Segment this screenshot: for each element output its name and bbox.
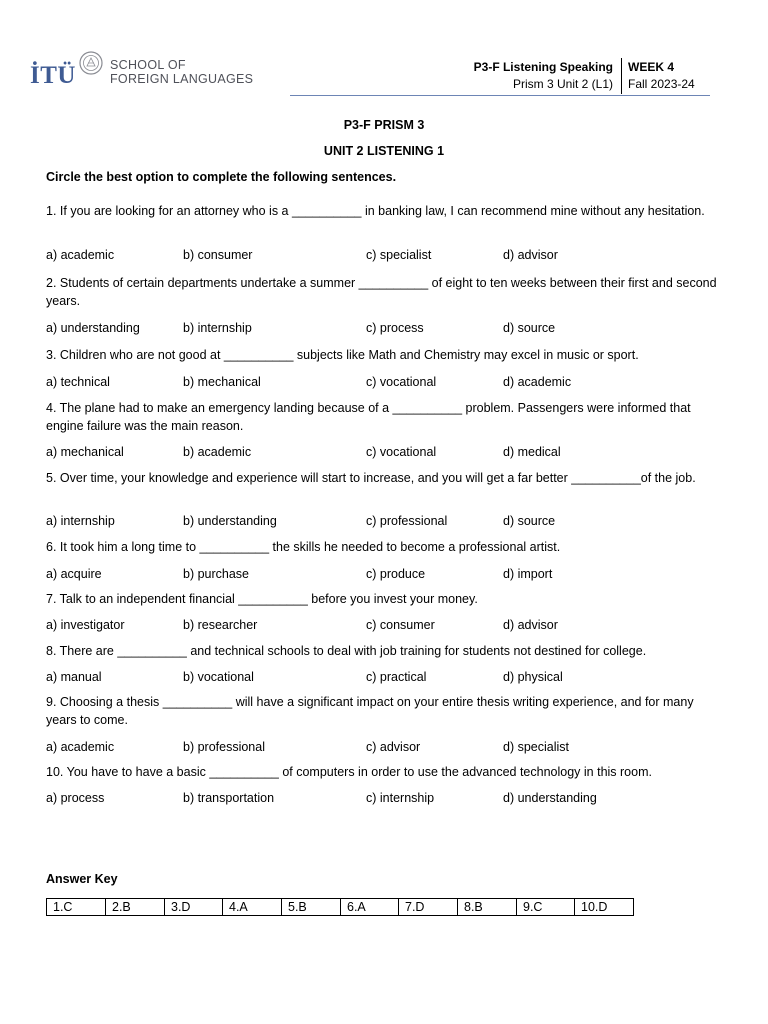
option-b[interactable]: b) purchase (183, 567, 250, 581)
question-5-options (46, 514, 726, 532)
question-6-options (46, 567, 726, 585)
answer-key-title: Answer Key (46, 872, 118, 886)
question-9: 9. Choosing a thesis __________ will have a significant impact on your entire thesis writing experience, and for many years to come. (46, 695, 694, 727)
option-b[interactable]: b) consumer (183, 248, 253, 262)
page-header (30, 48, 710, 98)
question-8: 8. There are __________ and technical schools to deal with job training for students not destined for college. (46, 644, 647, 658)
option-c[interactable]: c) professional (366, 514, 448, 528)
answer-cell: 7.D (399, 899, 458, 916)
answer-cell: 4.A (223, 899, 282, 916)
option-d[interactable]: d) source (503, 514, 556, 528)
question-4: 4. The plane had to make an emergency landing because of a __________ problem. Passengers were informed that engine failure was the main reason. (46, 401, 691, 433)
option-d[interactable]: d) academic (503, 375, 572, 389)
option-b[interactable]: b) professional (183, 740, 265, 754)
question-3-options (46, 375, 726, 393)
option-c[interactable]: c) advisor (366, 740, 421, 754)
option-b[interactable]: b) mechanical (183, 375, 261, 389)
option-c[interactable]: c) practical (366, 670, 427, 684)
option-a[interactable]: a) process (46, 791, 105, 805)
question-5: 5. Over time, your knowledge and experience will start to increase, and you will get a far better __________of the job. (46, 471, 696, 485)
answer-key-table (46, 898, 634, 916)
school-name-line2: FOREIGN LANGUAGES (110, 72, 254, 86)
option-c[interactable]: c) vocational (366, 375, 437, 389)
option-a[interactable]: a) investigator (46, 618, 125, 632)
option-c[interactable]: c) internship (366, 791, 435, 805)
option-c[interactable]: c) vocational (366, 445, 437, 459)
question-3: 3. Children who are not good at __________ subjects like Math and Chemistry may excel in music or sport. (46, 348, 639, 362)
answer-cell: 9.C (517, 899, 575, 916)
option-a[interactable]: a) manual (46, 670, 102, 684)
course-unit: Prism 3 Unit 2 (L1) (512, 77, 613, 91)
option-c[interactable]: c) produce (366, 567, 426, 581)
school-name (110, 58, 253, 86)
course-name: P3-F Listening Speaking (473, 60, 613, 74)
option-c[interactable]: c) process (366, 321, 424, 335)
question-6: 6. It took him a long time to __________ the skills he needed to become a professional artist. (46, 540, 561, 554)
option-a[interactable]: a) understanding (46, 321, 140, 335)
question-4-options (46, 445, 726, 463)
university-seal-icon (78, 48, 104, 82)
option-a[interactable]: a) internship (46, 514, 115, 528)
worksheet-subtitle: UNIT 2 LISTENING 1 (323, 144, 445, 158)
option-b[interactable]: b) academic (183, 445, 252, 459)
option-d[interactable]: d) specialist (503, 740, 569, 754)
option-d[interactable]: d) advisor (503, 248, 558, 262)
answer-cell: 10.D (575, 899, 634, 916)
option-a[interactable]: a) academic (46, 248, 115, 262)
option-b[interactable]: b) transportation (183, 791, 275, 805)
week-label: WEEK 4 (628, 60, 675, 74)
option-b[interactable]: b) understanding (183, 514, 277, 528)
option-a[interactable]: a) mechanical (46, 445, 124, 459)
question-2-options (46, 321, 726, 339)
week-info (628, 59, 695, 93)
option-d[interactable]: d) understanding (503, 791, 597, 805)
option-d[interactable]: d) physical (503, 670, 563, 684)
option-d[interactable]: d) source (503, 321, 556, 335)
answer-cell: 1.C (47, 899, 106, 916)
question-10: 10. You have to have a basic __________ of computers in order to use the advanced technology in this room. (46, 765, 652, 779)
header-rule (290, 95, 710, 96)
answer-cell: 8.B (458, 899, 517, 916)
option-c[interactable]: c) specialist (366, 248, 432, 262)
answer-cell: 5.B (282, 899, 341, 916)
option-d[interactable]: d) advisor (503, 618, 558, 632)
option-a[interactable]: a) technical (46, 375, 110, 389)
term-label: Fall 2023-24 (628, 77, 695, 91)
school-name-line1: SCHOOL OF (110, 58, 186, 72)
question-7: 7. Talk to an independent financial __________ before you invest your money. (46, 592, 478, 606)
question-1-options (46, 248, 726, 266)
question-2: 2. Students of certain departments undertake a summer __________ of eight to ten weeks between their first and second years. (46, 276, 717, 308)
option-c[interactable]: c) consumer (366, 618, 435, 632)
question-10-options (46, 791, 726, 809)
question-1: 1. If you are looking for an attorney who is a __________ in banking law, I can recommend mine without any hesitation. (46, 204, 705, 218)
answer-cell: 6.A (341, 899, 399, 916)
worksheet-title: P3-F PRISM 3 (343, 118, 425, 132)
option-a[interactable]: a) acquire (46, 567, 102, 581)
option-d[interactable]: d) medical (503, 445, 561, 459)
option-b[interactable]: b) researcher (183, 618, 258, 632)
instructions: Circle the best option to complete the following sentences. (46, 170, 397, 184)
question-8-options (46, 670, 726, 688)
option-b[interactable]: b) vocational (183, 670, 254, 684)
question-7-options (46, 618, 726, 636)
option-b[interactable]: b) internship (183, 321, 252, 335)
question-9-options (46, 740, 726, 758)
course-info (474, 59, 613, 93)
answer-key-row (47, 899, 634, 916)
answer-cell: 2.B (106, 899, 165, 916)
itu-logo: İTÜ (30, 62, 76, 89)
header-divider (621, 58, 622, 94)
option-d[interactable]: d) import (503, 567, 553, 581)
answer-cell: 3.D (165, 899, 223, 916)
option-a[interactable]: a) academic (46, 740, 115, 754)
